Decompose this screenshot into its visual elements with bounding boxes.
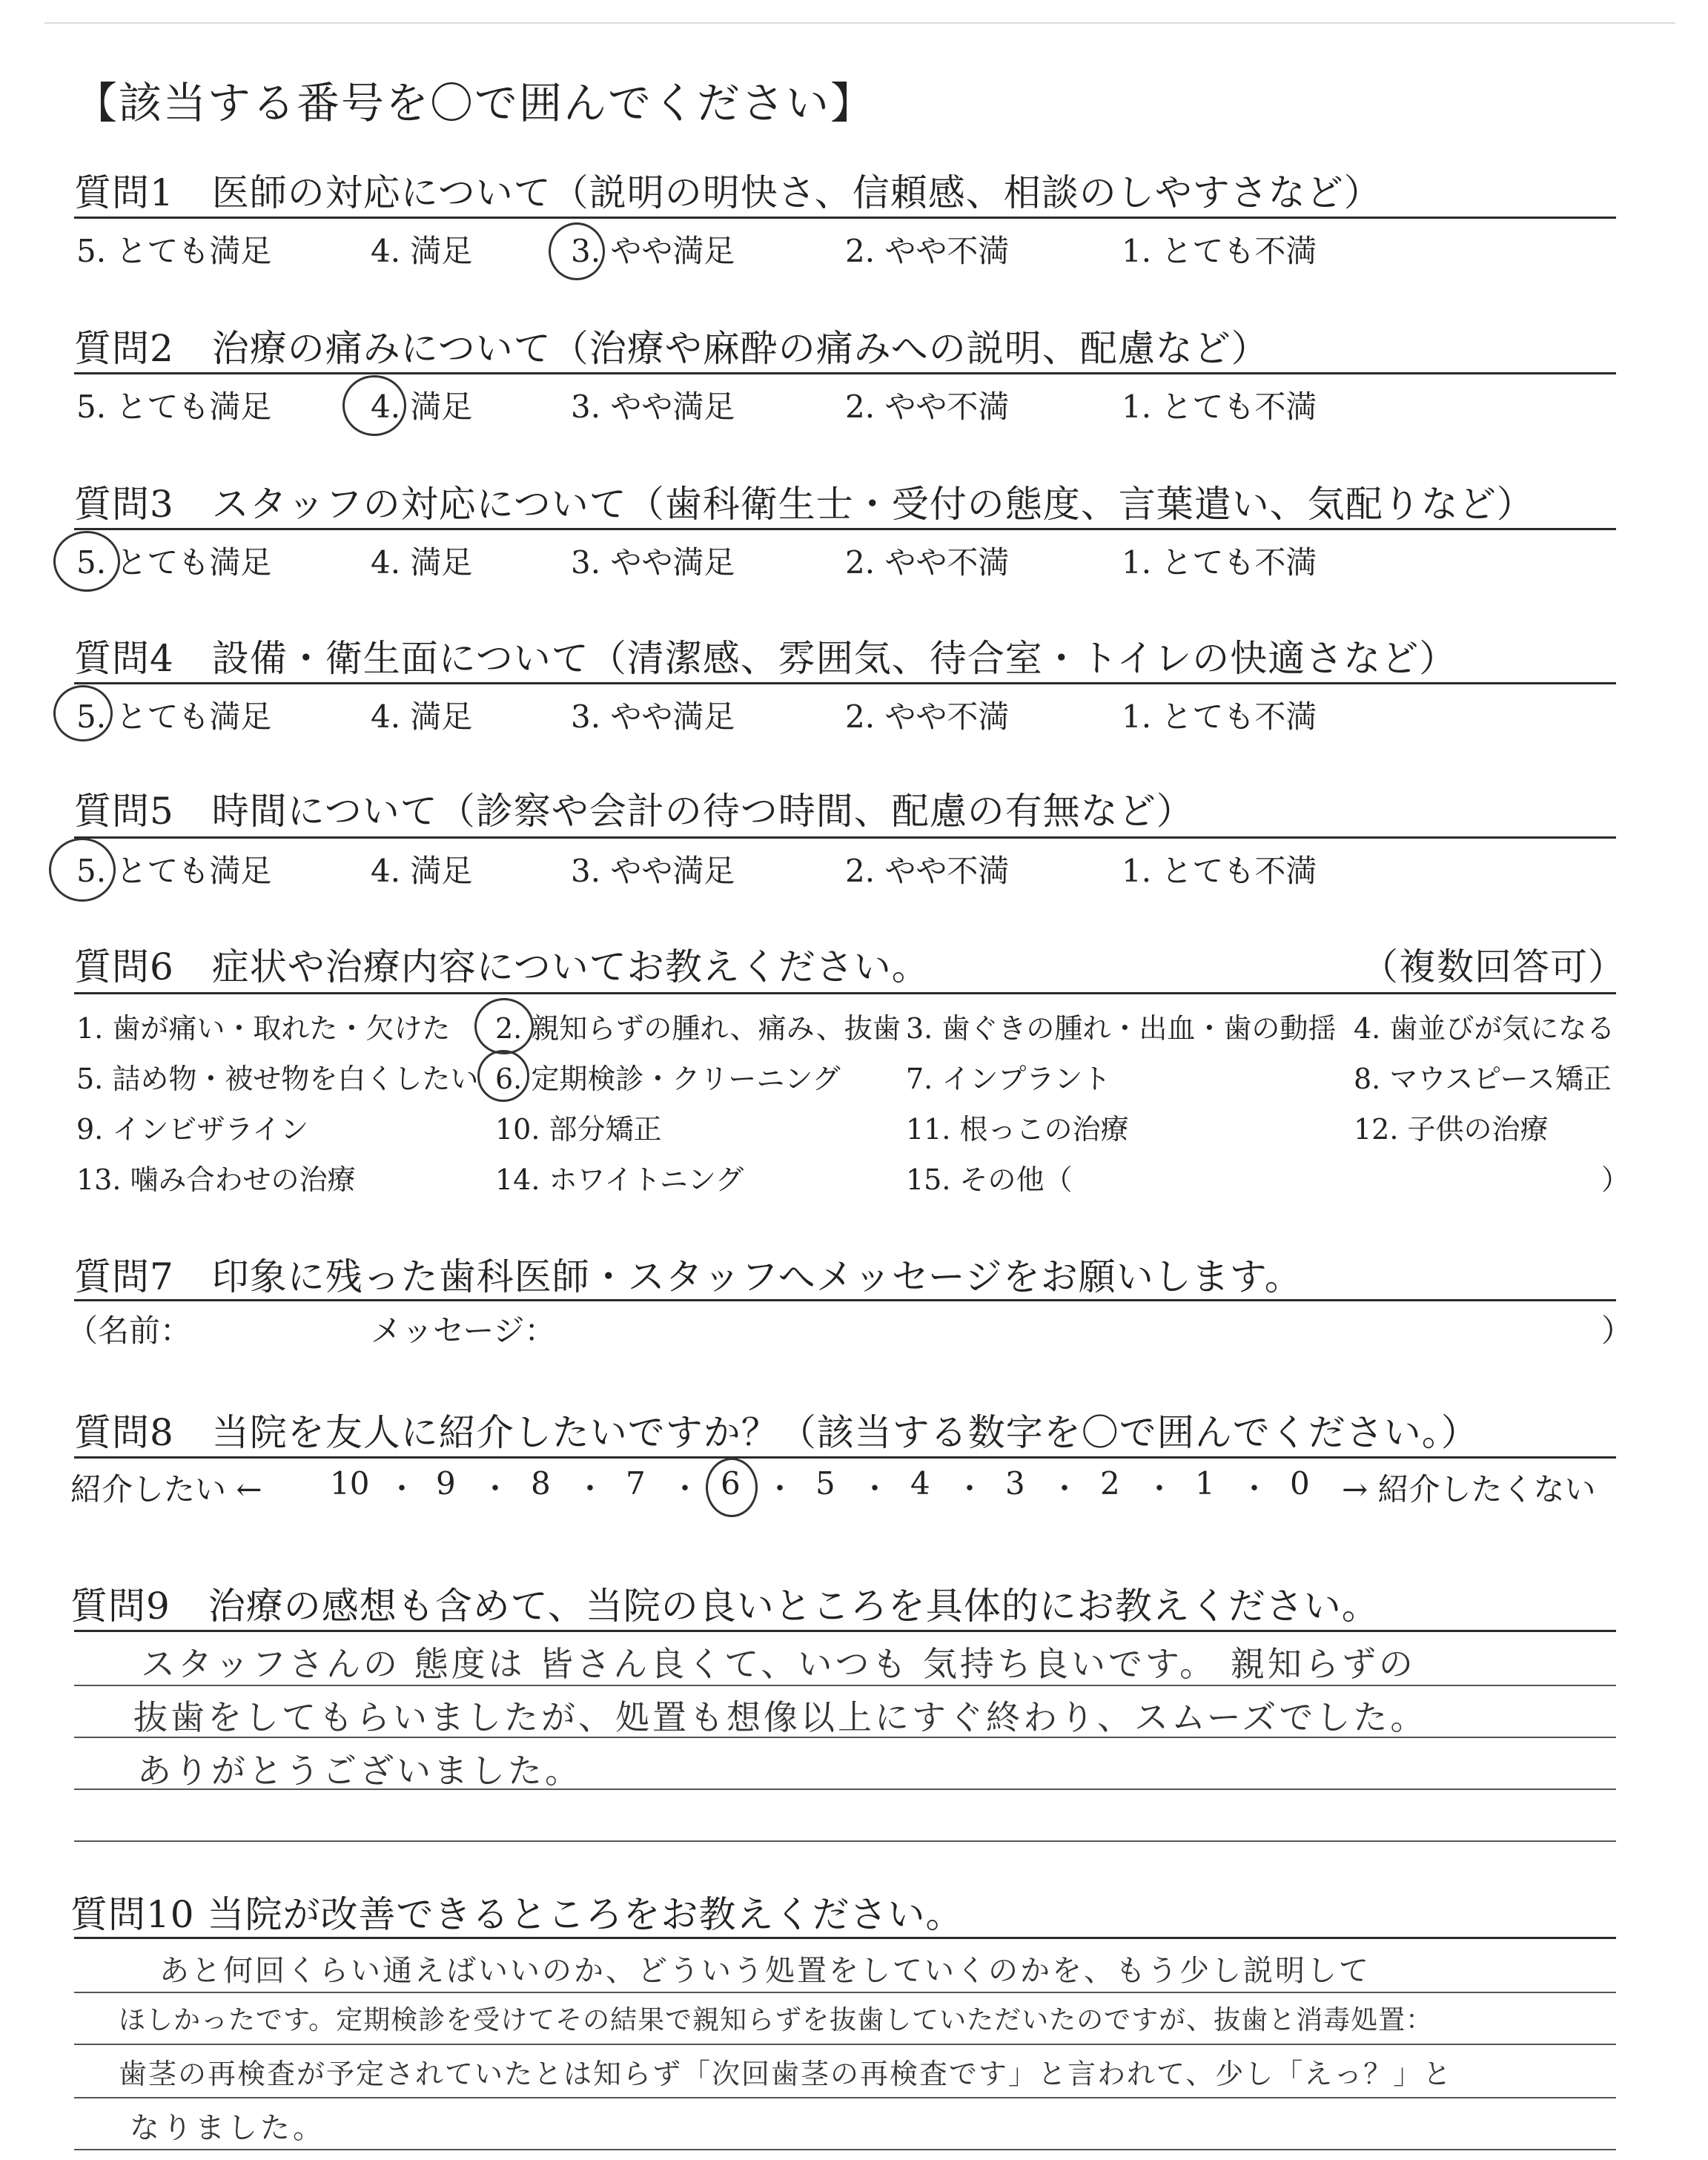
- q8-number-4[interactable]: 4: [910, 1465, 930, 1502]
- q5-title: 質問5 時間について（診察や会計の待つ時間、配慮の有無など）: [74, 790, 1194, 833]
- q1-option-5[interactable]: 5. とても満足: [76, 233, 272, 269]
- q6-option-11[interactable]: 11. 根っこの治療: [906, 1113, 1129, 1146]
- q8-selection-circle: [706, 1458, 758, 1517]
- q8-dot: ・: [387, 1472, 417, 1506]
- q8-title: 質問8 当院を友人に紹介したいですか？（該当する数字を〇で囲んでください。）: [74, 1411, 1479, 1454]
- page-heading: 【該当する番号を〇で囲んでください】: [74, 78, 875, 128]
- q7-rule: [74, 1299, 1616, 1301]
- q10-line-1: [74, 1937, 1616, 1939]
- q10-line-5: [74, 2149, 1616, 2150]
- q8-number-10[interactable]: 10: [330, 1465, 370, 1502]
- q8-number-6[interactable]: 6: [721, 1465, 741, 1502]
- q6-option-13[interactable]: 13. 噛み合わせの治療: [76, 1163, 356, 1196]
- q7-title: 質問7 印象に残った歯科医師・スタッフへメッセージをお願いします。: [74, 1255, 1302, 1298]
- q8-number-1[interactable]: 1: [1195, 1465, 1215, 1502]
- q1-option-3[interactable]: 3. やや満足: [571, 233, 735, 269]
- q8-dot: ・: [1050, 1472, 1079, 1506]
- q6-option-15[interactable]: 15. その他（: [906, 1163, 1073, 1196]
- q8-number-0[interactable]: 0: [1290, 1465, 1310, 1502]
- q1-option-2[interactable]: 2. やや不満: [845, 233, 1010, 269]
- q10-line-4: [74, 2097, 1616, 2098]
- q3-option-5[interactable]: 5. とても満足: [76, 544, 272, 581]
- q1-option-1[interactable]: 1. とても不満: [1122, 233, 1317, 269]
- q3-option-3[interactable]: 3. やや満足: [571, 544, 735, 581]
- q10-answer-line-2: ほしかったです。定期検診を受けてその結果で親知らずを抜歯していただいたのですが、抜歯と消毒処置：: [119, 2005, 1434, 2035]
- scan-edge: [44, 22, 1675, 24]
- q5-rule: [74, 836, 1616, 839]
- q2-option-4[interactable]: 4. 満足: [371, 389, 473, 425]
- q4-option-4[interactable]: 4. 満足: [371, 698, 473, 735]
- q6-multiple-note: （複数回答可）: [1361, 945, 1626, 988]
- q6-option-12[interactable]: 12. 子供の治療: [1354, 1113, 1549, 1146]
- q8-number-9[interactable]: 9: [436, 1465, 456, 1502]
- q8-number-2[interactable]: 2: [1100, 1465, 1120, 1502]
- q8-dot: ・: [955, 1472, 984, 1506]
- q4-rule: [74, 682, 1616, 684]
- q10-line-2: [74, 1992, 1616, 1993]
- q9-title: 質問9 治療の感想も含めて、当院の良いところを具体的にお教えください。: [70, 1585, 1380, 1628]
- q6-selection-circle-2: [474, 998, 534, 1054]
- q6-option-6[interactable]: 6. 定期検診・クリーニング: [495, 1063, 841, 1095]
- q2-rule: [74, 372, 1616, 374]
- q5-option-5[interactable]: 5. とても満足: [76, 853, 272, 889]
- q6-rule: [74, 992, 1616, 994]
- q8-dot: ・: [860, 1472, 890, 1506]
- q10-line-3: [74, 2044, 1616, 2045]
- q10-answer-line-4: なりました。: [130, 2111, 325, 2145]
- q1-title: 質問1 医師の対応について（説明の明快さ、信頼感、相談のしやすさなど）: [74, 171, 1382, 214]
- q6-title: 質問6 症状や治療内容についてお教えください。: [74, 945, 930, 988]
- q8-dot: ・: [575, 1472, 605, 1506]
- q6-option-4[interactable]: 4. 歯並びが気になる: [1354, 1012, 1615, 1045]
- q6-option-8[interactable]: 8. マウスピース矯正: [1354, 1063, 1612, 1095]
- q3-option-4[interactable]: 4. 満足: [371, 544, 473, 581]
- q9-answer-line-2: 抜歯をしてもらいましたが、処置も想像以上にすぐ終わり、スムーズでした。: [133, 1697, 1428, 1737]
- q8-dot: ・: [670, 1472, 700, 1506]
- q2-option-3[interactable]: 3. やや満足: [571, 389, 735, 425]
- q8-dot: ・: [480, 1472, 510, 1506]
- q2-option-5[interactable]: 5. とても満足: [76, 389, 272, 425]
- q5-option-2[interactable]: 2. やや不満: [845, 853, 1010, 889]
- q1-option-4[interactable]: 4. 満足: [371, 233, 473, 269]
- q4-option-2[interactable]: 2. やや不満: [845, 698, 1010, 735]
- q1-rule: [74, 217, 1616, 219]
- q6-option-5[interactable]: 5. 詰め物・被せ物を白くしたい: [76, 1063, 479, 1095]
- q6-option-14[interactable]: 14. ホワイトニング: [495, 1163, 744, 1196]
- q8-number-5[interactable]: 5: [815, 1465, 835, 1502]
- q4-option-1[interactable]: 1. とても不満: [1122, 698, 1317, 735]
- q4-title: 質問4 設備・衛生面について（清潔感、雰囲気、待合室・トイレの快適さなど）: [74, 637, 1457, 680]
- q2-title: 質問2 治療の痛みについて（治療や麻酔の痛みへの説明、配慮など）: [74, 327, 1269, 370]
- q8-dot: ・: [765, 1472, 795, 1506]
- q3-rule: [74, 528, 1616, 530]
- q3-option-2[interactable]: 2. やや不満: [845, 544, 1010, 581]
- q8-number-7[interactable]: 7: [626, 1465, 646, 1502]
- q10-answer-line-1: あと何回くらい通えばいいのか、どういう処置をしていくのかを、もう少し説明して: [159, 1954, 1371, 1988]
- q10-title: 質問10 当院が改善できるところをお教えください。: [70, 1893, 964, 1936]
- q5-option-3[interactable]: 3. やや満足: [571, 853, 735, 889]
- q8-rule: [74, 1456, 1616, 1459]
- q6-option-7[interactable]: 7. インプラント: [906, 1063, 1111, 1095]
- q8-dot: ・: [1145, 1472, 1174, 1506]
- q6-option-15-close: ）: [1601, 1163, 1630, 1196]
- q8-right-label: → 紹介したくない: [1342, 1471, 1596, 1507]
- q6-option-10[interactable]: 10. 部分矯正: [495, 1113, 662, 1146]
- q4-option-5[interactable]: 5. とても満足: [76, 698, 272, 735]
- q7-name-label: （名前：: [67, 1312, 192, 1349]
- q4-selection-circle: [53, 685, 113, 742]
- q6-option-1[interactable]: 1. 歯が痛い・取れた・欠けた: [76, 1012, 451, 1045]
- q4-option-3[interactable]: 3. やや満足: [571, 698, 735, 735]
- q6-option-9[interactable]: 9. インビザライン: [76, 1113, 309, 1146]
- q3-title: 質問3 スタッフの対応について（歯科衛生士・受付の態度、言葉遣い、気配りなど）: [74, 483, 1535, 526]
- q2-option-1[interactable]: 1. とても不満: [1122, 389, 1317, 425]
- q9-answer-line-3: ありがとうございました。: [137, 1751, 582, 1791]
- q10-answer-line-3: 歯茎の再検査が予定されていたとは知らず「次回歯茎の再検査です」と言われて、少し「えっ？」と: [119, 2058, 1453, 2090]
- q8-number-3[interactable]: 3: [1005, 1465, 1025, 1502]
- q6-option-2[interactable]: 2. 親知らずの腫れ、痛み、抜歯: [495, 1012, 901, 1045]
- q6-option-3[interactable]: 3. 歯ぐきの腫れ・出血・歯の動揺: [906, 1012, 1337, 1045]
- q9-answer-line-1: スタッフさんの 態度は 皆さん良くて、いつも 気持ち良いです。 親知らずの: [141, 1644, 1416, 1684]
- q5-option-1[interactable]: 1. とても不満: [1122, 853, 1317, 889]
- q9-line-5: [74, 1840, 1616, 1842]
- q8-dot: ・: [1239, 1472, 1269, 1506]
- q2-selection-circle: [342, 375, 406, 436]
- q5-option-4[interactable]: 4. 満足: [371, 853, 473, 889]
- q6-selection-circle-6: [477, 1050, 529, 1102]
- q5-selection-circle: [49, 838, 116, 902]
- q2-option-2[interactable]: 2. やや不満: [845, 389, 1010, 425]
- q3-selection-circle: [53, 531, 120, 592]
- q8-number-8[interactable]: 8: [531, 1465, 551, 1502]
- q1-selection-circle: [549, 222, 605, 280]
- q7-message-label: メッセージ：: [371, 1312, 556, 1349]
- q7-close: ）: [1601, 1312, 1633, 1349]
- q8-left-label: 紹介したい ←: [70, 1471, 262, 1507]
- q3-option-1[interactable]: 1. とても不満: [1122, 544, 1317, 581]
- q9-line-1: [74, 1630, 1616, 1632]
